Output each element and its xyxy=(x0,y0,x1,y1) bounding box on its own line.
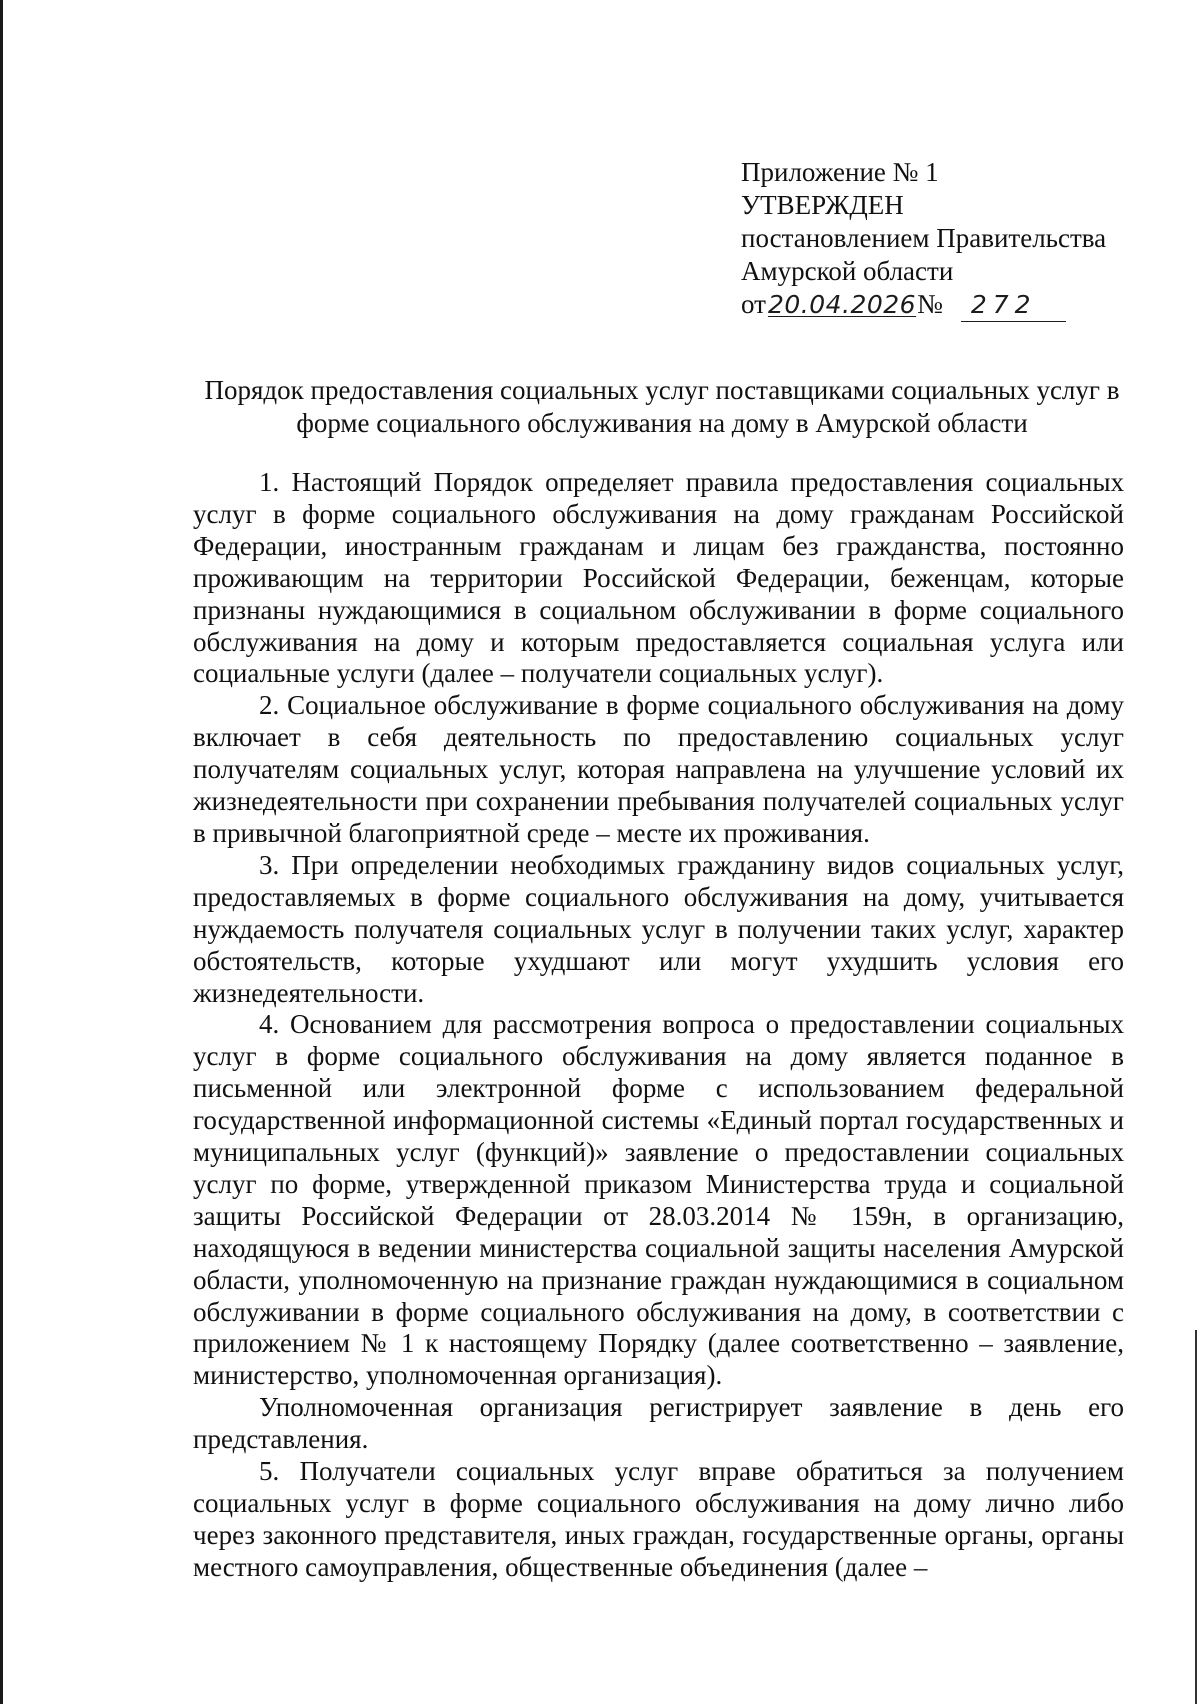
approved-by-line: постановлением Правительства xyxy=(741,223,1107,253)
region-line: Амурской области xyxy=(741,256,954,286)
scan-border-left xyxy=(0,0,3,1704)
document-title: Порядок предоставления социальных услуг поставщиками социальных услуг в форме социального обслуживания на дому в Амурской области xyxy=(204,375,1120,438)
handwritten-date: 20.04.2026 xyxy=(767,290,917,319)
document-body xyxy=(193,467,1124,1584)
handwritten-number: 272 xyxy=(961,288,1066,322)
approved-label: УТВЕРЖДЕН xyxy=(741,190,904,220)
paragraph-3: 3. При определении необходимых гражданину видов социальных услуг, предоставляемых в форме социального обслуживания на дому, учитывается нуждаемость получателя социальных услуг в получении таких услуг, характер обстоятельств, которые ухудшают или могут ухудшить условия его жизнедеятельности. xyxy=(193,849,1124,1008)
number-label: № xyxy=(917,289,943,319)
paragraph-2: 2. Социальное обслуживание в форме социального обслуживания на дому включает в себя деятельность по предоставлению социальных услуг получателям социальных услуг, которая направлена на улучшение условий их жизнедеятельности при сохранении пребывания получателей социальных услуг в привычной благоприятной среде – месте их проживания. xyxy=(193,690,1124,848)
paragraph-4-continuation: Уполномоченная организация регистрирует заявление в день его представления. xyxy=(193,1392,1124,1455)
date-prefix: от xyxy=(741,289,766,319)
approval-block xyxy=(741,156,1106,322)
date-number-line xyxy=(741,288,1106,322)
paragraph-5: 5. Получатели социальных услуг вправе обратиться за получением социальных услуг в форме социального обслуживания на дому лично либо через законного представителя, иных граждан, государственные органы, органы местного самоуправления, общественные объединения (далее – xyxy=(193,1456,1124,1582)
scan-border-right xyxy=(1195,1330,1197,1704)
appendix-label: Приложение № 1 xyxy=(741,157,939,187)
paragraph-1: 1. Настоящий Порядок определяет правила предоставления социальных услуг в форме социального обслуживания на дому гражданам Российской Федерации, иностранным гражданам и лицам без гражданства, постоянно проживающим на территории Российской Федерации, беженцам, которые признаны нуждающимися в социальном обслуживании в форме социального обслуживания на дому и которым предоставляется социальная услуга или социальные услуги (далее – получатели социальных услуг). xyxy=(193,467,1124,689)
paragraph-4: 4. Основанием для рассмотрения вопроса о предоставлении социальных услуг в форме социального обслуживания на дому является поданное в письменной или электронной форме с использованием федеральной государственной информационной системы «Единый портал государственных и муниципальных услуг (функций)» заявление о предоставлении социальных услуг по форме, утвержденной приказом Министерства труда и социальной защиты Российской Федерации от 28.03.2014 № 159н, в организацию, находящуюся в ведении министерства социальной защиты населения Амурской области, уполномоченную на признание граждан нуждающимися в социальном обслуживании в форме социального обслуживания на дому, в соответствии с приложением № 1 к настоящему Порядку (далее соответственно – заявление, министерство, уполномоченная организация). xyxy=(193,1009,1124,1391)
